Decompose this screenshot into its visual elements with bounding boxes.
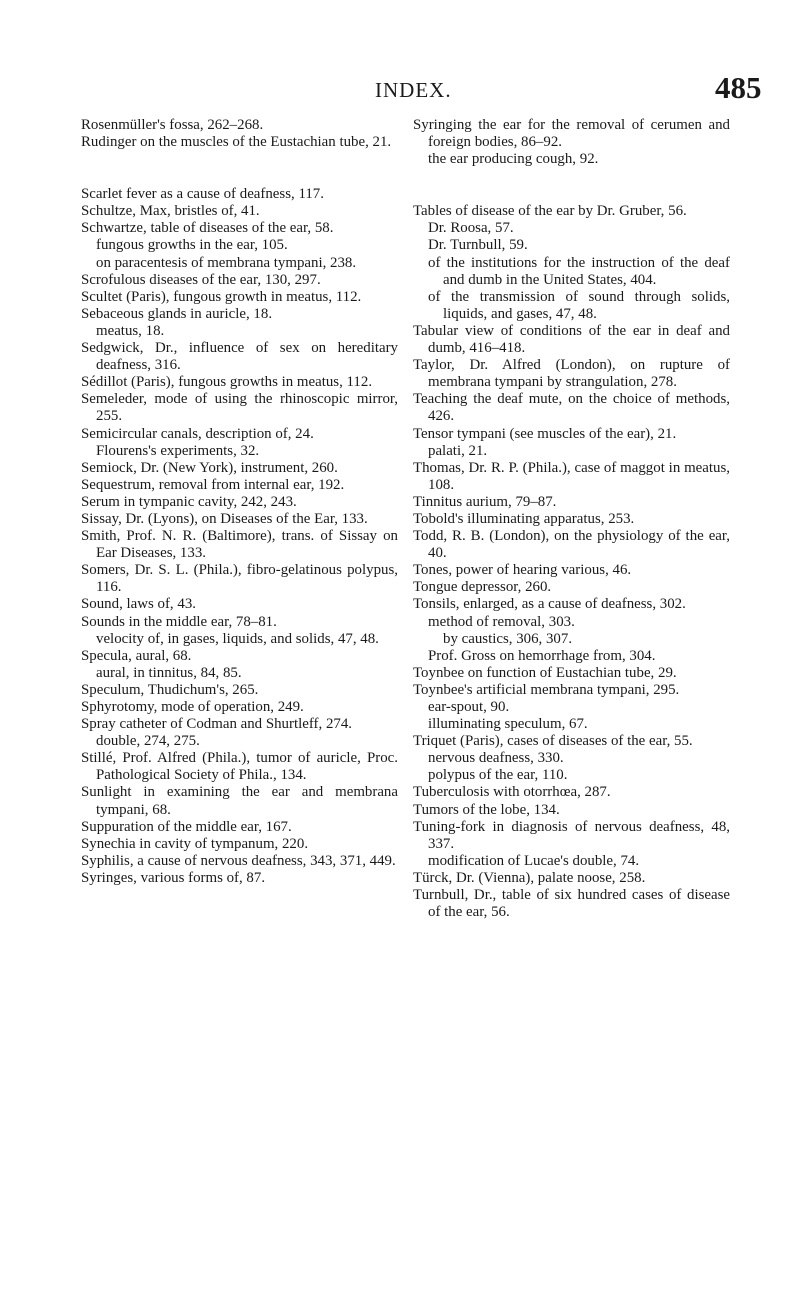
index-entry: Rosenmüller's fossa, 262–268.: [81, 117, 264, 133]
index-subentry: meatus, 18.: [96, 322, 165, 339]
index-entry: Smith, Prof. N. R. (Baltimore), trans. of Sissay on Ear Diseases, 133.: [81, 528, 398, 562]
index-entry: Tables of disease of the ear by Dr. Gruber, 56.: [413, 203, 687, 220]
index-subentry: nervous deafness, 330.: [428, 750, 564, 767]
index-entry: Stillé, Prof. Alfred (Phila.), tumor of auricle, Proc. Pathological Society of Phila., 134.: [81, 750, 398, 784]
index-entry: Scarlet fever as a cause of deafness, 117.: [81, 186, 324, 203]
index-entry: Tonsils, enlarged, as a cause of deafness, 302.: [413, 596, 686, 613]
index-entry: Türck, Dr. (Vienna), palate noose, 258.: [413, 869, 646, 886]
index-entry: Tumors of the lobe, 134.: [413, 801, 560, 818]
index-entry: Schultze, Max, bristles of, 41.: [81, 203, 260, 220]
index-subentry: ear-spout, 90.: [428, 699, 510, 715]
index-subentry: polypus of the ear, 110.: [428, 767, 568, 784]
index-subentry: Prof. Gross on hemorrhage from, 304.: [428, 647, 656, 664]
index-entry: Sequestrum, removal from internal ear, 192.: [81, 476, 345, 493]
index-entry: Tongue depressor, 260.: [413, 579, 552, 596]
index-entry: Sebaceous glands in auricle, 18.: [81, 305, 273, 322]
index-entry: Tinnitus aurium, 79–87.: [413, 493, 557, 510]
index-entry: Triquet (Paris), cases of diseases of the ear, 55.: [413, 733, 693, 750]
index-subentry: on paracentesis of membrana tympani, 238.: [96, 254, 357, 271]
index-entry: Tuning-fork in diagnosis of nervous deafness, 48, 337.: [413, 818, 730, 852]
index-entry: Tobold's illuminating apparatus, 253.: [413, 510, 635, 527]
page-number: 485: [715, 70, 762, 105]
index-entry: Serum in tympanic cavity, 242, 243.: [81, 493, 297, 510]
index-entry: Turnbull, Dr., table of six hundred cases of disease of the ear, 56.: [413, 887, 730, 921]
index-subentry: Dr. Roosa, 57.: [428, 220, 514, 237]
index-subentry: velocity of, in gases, liquids, and solids, 47, 48.: [96, 630, 379, 647]
page-title: INDEX.: [375, 78, 452, 102]
index-entry: Syphilis, a cause of nervous deafness, 343, 371, 449.: [81, 852, 396, 869]
index-subentry: aural, in tinnitus, 84, 85.: [96, 664, 242, 681]
index-entry: Sissay, Dr. (Lyons), on Diseases of the Ear, 133.: [81, 510, 368, 527]
index-subentry: fungous growths in the ear, 105.: [96, 237, 288, 254]
index-entry: Teaching the deaf mute, on the choice of methods, 426.: [413, 391, 730, 425]
index-entry: Semiock, Dr. (New York), instrument, 260.: [81, 459, 338, 476]
index-entry: Spray catheter of Codman and Shurtleff, 274.: [81, 716, 352, 733]
index-entry: Schwartze, table of diseases of the ear, 58.: [81, 220, 334, 237]
index-entry: Tuberculosis with otorrhœa, 287.: [413, 784, 611, 801]
index-entry: Specula, aural, 68.: [81, 647, 192, 664]
index-subentry: palati, 21.: [428, 442, 488, 459]
index-subentry: illuminating speculum, 67.: [428, 716, 588, 733]
index-entry: Toynbee on function of Eustachian tube, 29.: [413, 664, 677, 681]
page-header: [0, 66, 801, 106]
index-subentry: the ear producing cough, 92.: [428, 151, 599, 168]
index-entry: Synechia in cavity of tympanum, 220.: [81, 835, 309, 852]
index-subentry: of the transmission of sound through solids, liquids, and gases, 47, 48.: [428, 288, 730, 322]
index-subentry: of the institutions for the instruction of the deaf and dumb in the United States, 404.: [428, 254, 730, 288]
index-entry: Scrofulous diseases of the ear, 130, 297.: [81, 271, 321, 288]
right-index-column: [413, 117, 730, 921]
index-subentry: double, 274, 275.: [96, 733, 200, 750]
index-entry: Sedgwick, Dr., influence of sex on hereditary deafness, 316.: [81, 340, 398, 374]
index-entry: Syringing the ear for the removal of cerumen and foreign bodies, 86–92.: [413, 117, 730, 151]
index-entry: Semicircular canals, description of, 24.: [81, 425, 314, 442]
index-entry: Sphyrotomy, mode of operation, 249.: [81, 699, 304, 715]
index-subentry: by caustics, 306, 307.: [443, 630, 573, 647]
index-entry: Sunlight in examining the ear and membrana tympani, 68.: [81, 784, 398, 818]
index-entry: Sounds in the middle ear, 78–81.: [81, 613, 277, 630]
index-subentry: method of removal, 303.: [428, 613, 575, 630]
letter-gap: [413, 168, 730, 203]
letter-gap: [81, 151, 398, 186]
index-entry: Rudinger on the muscles of the Eustachian tube, 21.: [81, 134, 392, 151]
index-entry: Semeleder, mode of using the rhinoscopic mirror, 255.: [81, 391, 398, 425]
index-entry: Taylor, Dr. Alfred (London), on rupture of membrana tympani by strangulation, 278.: [413, 357, 730, 391]
index-subentry: Dr. Turnbull, 59.: [428, 237, 528, 254]
index-subentry: Flourens's experiments, 32.: [96, 442, 260, 459]
left-index-column: [81, 117, 398, 887]
index-entry: Somers, Dr. S. L. (Phila.), fibro-gelatinous polypus, 116.: [81, 562, 398, 596]
index-entry: Syringes, various forms of, 87.: [81, 869, 266, 886]
index-subentry: modification of Lucae's double, 74.: [428, 852, 640, 869]
index-entry: Speculum, Thudichum's, 265.: [81, 681, 259, 698]
index-entry: Tones, power of hearing various, 46.: [413, 562, 632, 579]
index-entry: Tabular view of conditions of the ear in deaf and dumb, 416–418.: [413, 322, 730, 357]
index-entry: Sédillot (Paris), fungous growths in meatus, 112.: [81, 374, 373, 391]
index-entry: Tensor tympani (see muscles of the ear), 21.: [413, 425, 677, 442]
index-entry: Toynbee's artificial membrana tympani, 295.: [413, 681, 680, 698]
index-entry: Suppuration of the middle ear, 167.: [81, 818, 292, 835]
index-entry: Thomas, Dr. R. P. (Phila.), case of maggot in meatus, 108.: [413, 459, 730, 493]
index-entry: Scultet (Paris), fungous growth in meatus, 112.: [81, 288, 362, 305]
index-entry: Sound, laws of, 43.: [81, 596, 196, 613]
index-entry: Todd, R. B. (London), on the physiology of the ear, 40.: [413, 528, 730, 562]
